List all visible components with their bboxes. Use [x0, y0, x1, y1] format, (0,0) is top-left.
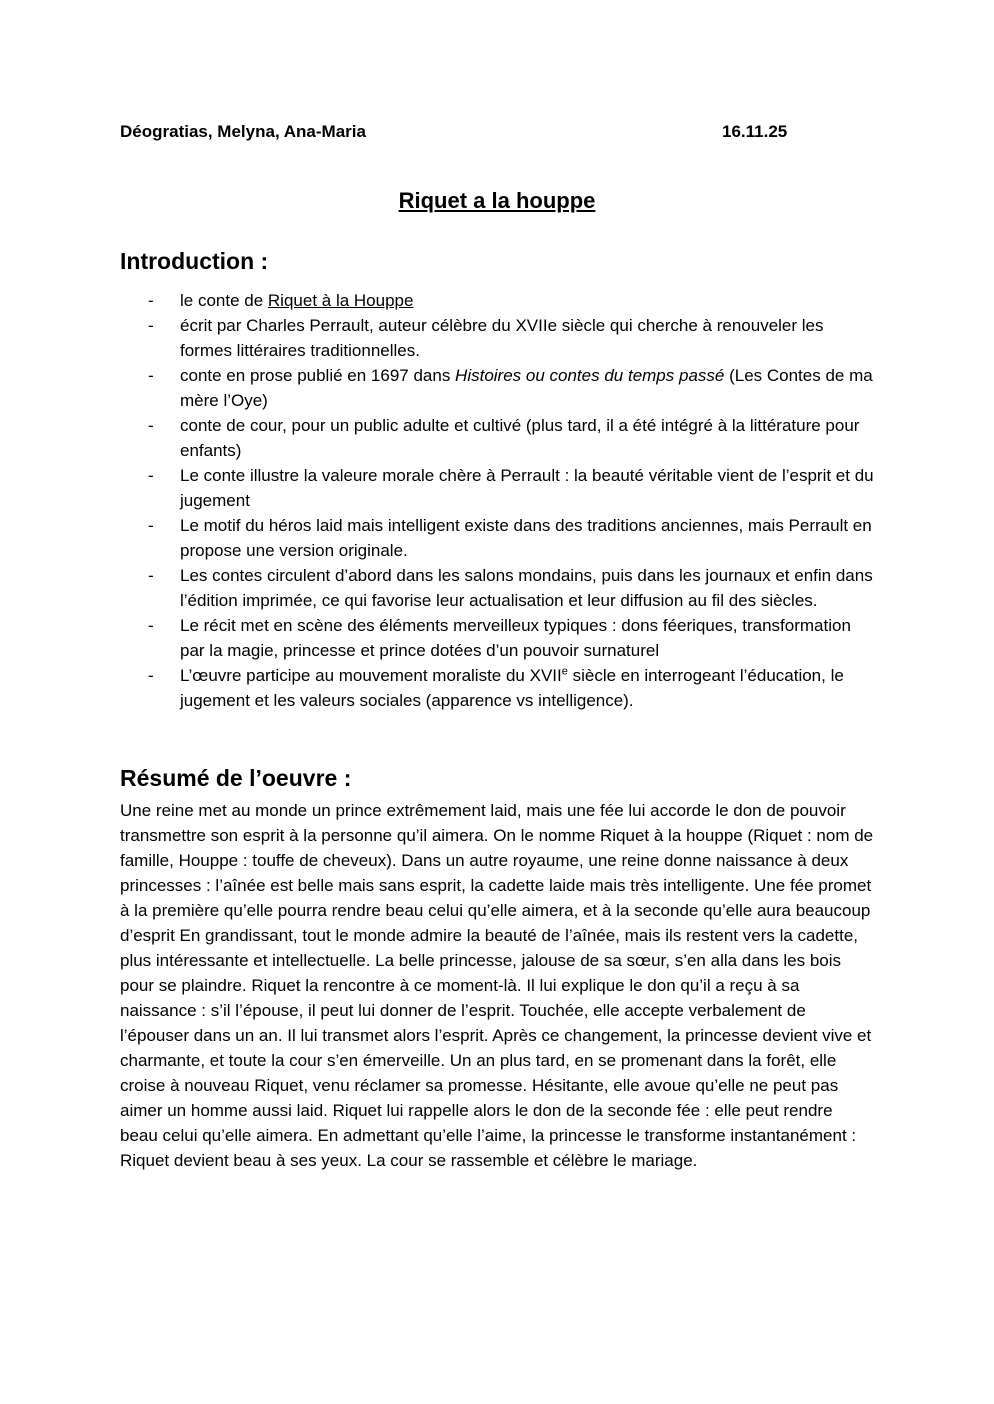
intro-bullet-list: [120, 288, 874, 713]
list-item: [120, 563, 874, 613]
list-item-text: conte de cour, pour un public adulte et cultivé (plus tard, il a été intégré à la littérature pour enfants): [180, 416, 860, 460]
list-item: [120, 613, 874, 663]
list-item-text: Les contes circulent d’abord dans les salons mondains, puis dans les journaux et enfin dans l’édition imprimée, ce qui favorise leur actualisation et leur diffusion au fil des siècles.: [180, 566, 873, 610]
resume-heading: Résumé de l’oeuvre :: [120, 765, 352, 791]
list-item-text: Le conte illustre la valeure morale chère à Perrault : la beauté véritable vient de l’esprit et du jugement: [180, 466, 874, 510]
list-item: [120, 313, 874, 363]
list-item-text: Le récit met en scène des éléments merveilleux typiques : dons féeriques, transformation par la magie, princesse et prince dotées d’un pouvoir surnaturel: [180, 616, 851, 660]
list-item-text: L’œuvre participe au mouvement moraliste du XVIIe siècle en interrogeant l’éducation, le jugement et les valeurs sociales (apparence vs intelligence).: [180, 665, 844, 710]
bullet-marker: -: [148, 566, 154, 585]
list-item-text: Le motif du héros laid mais intelligent existe dans des traditions anciennes, mais Perrault en propose une version originale.: [180, 516, 872, 560]
document-title: [120, 188, 874, 214]
list-item: [120, 288, 874, 313]
bullet-marker: -: [148, 466, 154, 485]
introduction-heading: Introduction :: [120, 248, 269, 274]
document-title-text: Riquet a la houppe: [398, 188, 596, 213]
list-item: [120, 513, 874, 563]
bullet-marker: -: [148, 291, 154, 310]
header-authors: Déogratias, Melyna, Ana-Maria: [120, 122, 366, 141]
bullet-marker: -: [148, 366, 154, 385]
list-item: [120, 413, 874, 463]
section-introduction: [120, 248, 874, 713]
bullet-marker: -: [148, 416, 154, 435]
section-resume: [120, 765, 874, 1173]
list-item: [120, 363, 874, 413]
list-item-text: écrit par Charles Perrault, auteur célèbre du XVIIe siècle qui cherche à renouveler les formes littéraires traditionnelles.: [180, 316, 824, 360]
bullet-marker: -: [148, 316, 154, 335]
list-item: [120, 463, 874, 513]
list-item-text: le conte de Riquet à la Houppe: [180, 291, 414, 310]
bullet-marker: -: [148, 666, 154, 685]
bullet-marker: -: [148, 516, 154, 535]
header-date: 16.11.25: [722, 122, 788, 141]
resume-paragraph: Une reine met au monde un prince extrêmement laid, mais une fée lui accorde le don de pouvoir transmettre son esprit à la personne qu’il aimera. On le nomme Riquet à la houppe (Riquet : nom de famille, Houppe : touffe de cheveux). Dans un autre royaume, une reine donne naissance à deux princesses : l’aînée est belle mais sans esprit, la cadette laide mais très intelligente. Une fée promet à la première qu’elle pourra rendre beau celui qu’elle aimera, et à la seconde qu’elle aura beaucoup d’esprit En grandissant, tout le monde admire la beauté de l’aînée, mais ils restent vers la cadette, plus intéressante et intellectuelle. La belle princesse, jalouse de sa sœur, s’en alla dans les bois pour se plaindre. Riquet la rencontre à ce moment-là. Il lui explique le don qu’il a reçu à sa naissance : s’il l’épouse, il peut lui donner de l’esprit. Touchée, elle accepte verbalement de l’épouser dans un an. Il lui transmet alors l’esprit. Après ce changement, la princesse devient vive et charmante, et toute la cour s’en émerveille. Un an plus tard, en se promenant dans la forêt, elle croise à nouveau Riquet, venu réclamer sa promesse. Hésitante, elle avoue qu’elle ne peut pas aimer un homme aussi laid. Riquet lui rappelle alors le don de la seconde fée : elle peut rendre beau celui qu’elle aimera. En admettant qu’elle l’aime, la princesse le transforme instantanément : Riquet devient beau à ses yeux. La cour se rassemble et célèbre le mariage.: [120, 801, 874, 1170]
document-header: [120, 121, 874, 142]
list-item-text: conte en prose publié en 1697 dans Histoires ou contes du temps passé (Les Contes de ma mère l’Oye): [180, 366, 873, 410]
bullet-marker: -: [148, 616, 154, 635]
list-item: [120, 663, 874, 713]
